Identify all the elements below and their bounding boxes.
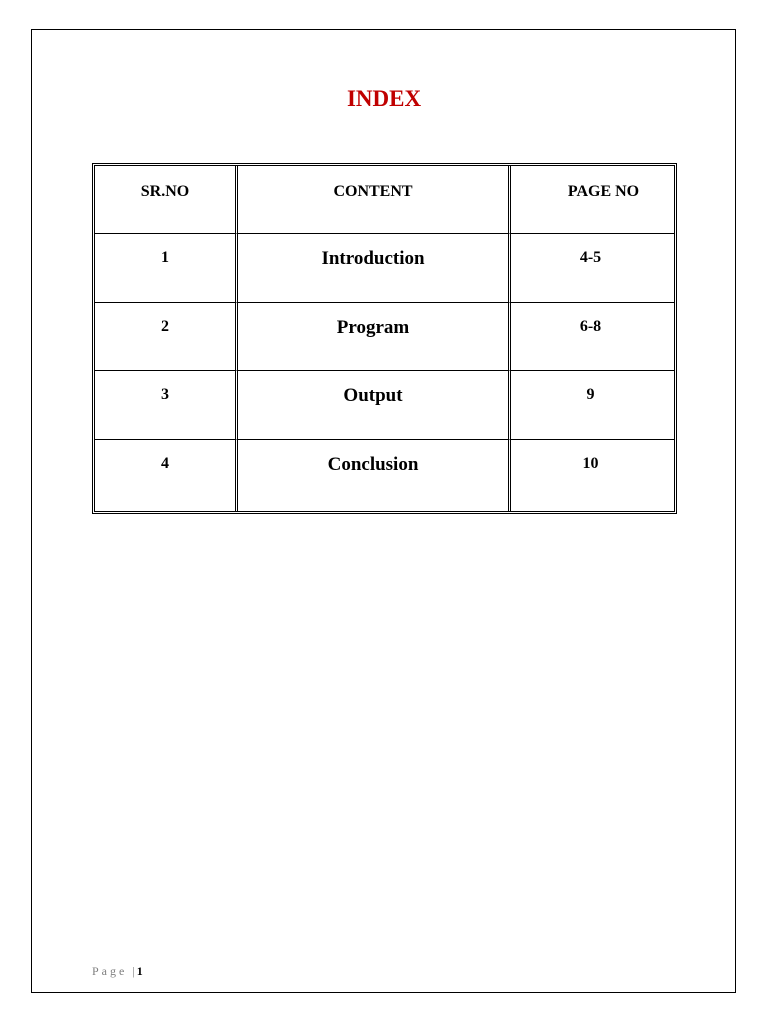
cell-sr-no: 2 [95, 303, 238, 371]
cell-content: Program [238, 303, 511, 371]
table-row [95, 440, 674, 511]
header-sr-no: SR.NO [95, 166, 238, 234]
table-header-row [95, 166, 674, 234]
cell-page-no: 10 [582, 454, 599, 472]
cell-page-no: 4-5 [511, 234, 674, 302]
index-table [92, 163, 677, 514]
table-row [95, 371, 674, 439]
cell-sr-no: 3 [95, 371, 238, 439]
header-content: CONTENT [238, 166, 511, 234]
cell-content: Output [238, 371, 511, 439]
footer-page-number: 1 [136, 964, 143, 978]
cell-sr-no: 4 [95, 440, 238, 511]
footer-separator: | [132, 964, 135, 978]
page-title: INDEX [346, 86, 422, 111]
cell-page-no: 6-8 [511, 303, 674, 371]
cell-page-no: 9 [511, 371, 674, 439]
page-footer [92, 964, 143, 979]
cell-content: Introduction [238, 234, 511, 302]
header-page-no: PAGE NO [511, 166, 674, 234]
cell-sr-no: 1 [95, 234, 238, 302]
footer-page-label: Page [92, 964, 128, 978]
table-row [95, 234, 674, 302]
cell-content: Conclusion [238, 440, 511, 511]
table-row [95, 303, 674, 371]
